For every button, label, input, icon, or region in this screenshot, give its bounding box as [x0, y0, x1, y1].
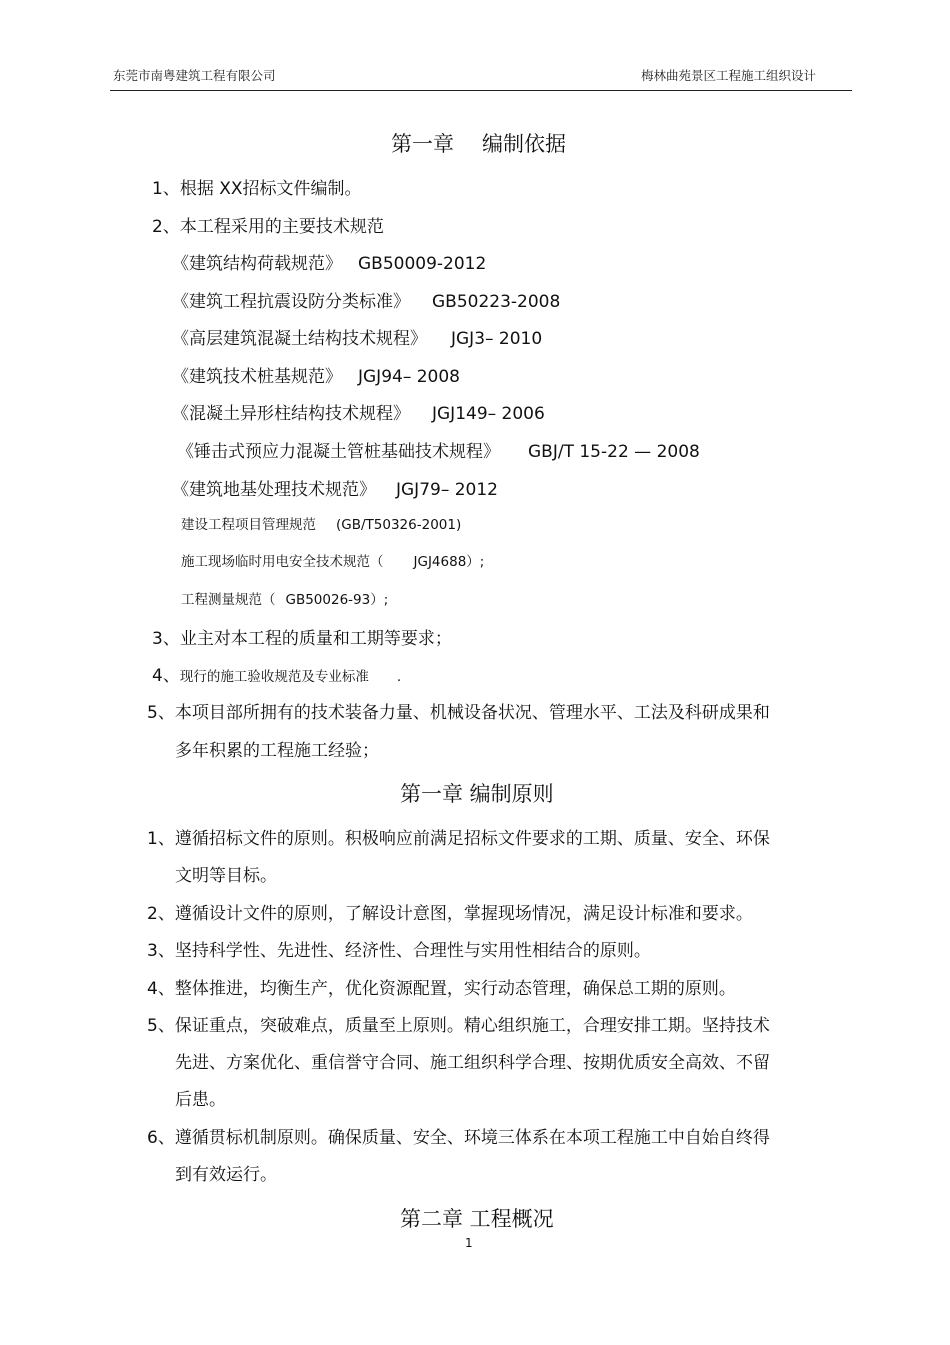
- basis-item-2: 2、本工程采用的主要技术规范: [152, 217, 384, 237]
- header-document-title: 梅林曲苑景区工程施工组织设计: [641, 68, 817, 83]
- spec-name: 《建筑地基处理技术规范》: [172, 480, 376, 500]
- spec-code: GB50223-2008: [432, 292, 561, 312]
- item-tail: .: [396, 669, 402, 685]
- spec-code: GB50026-93）;: [285, 592, 389, 608]
- spec-row: [177, 437, 700, 462]
- spec-row-small: [181, 588, 388, 608]
- spec-name: 施工现场临时用电安全技术规范（: [181, 554, 384, 570]
- spec-name: 《建筑工程抗震设防分类标准》: [172, 292, 410, 312]
- page-number: 1: [465, 1236, 473, 1250]
- spec-code: GBJ/T 15-22 — 2008: [528, 442, 700, 462]
- spec-name: 《建筑结构荷载规范》: [172, 254, 342, 274]
- spec-name: 《建筑技术桩基规范》: [172, 367, 342, 387]
- principle-2: 2、遵循设计文件的原则，了解设计意图，掌握现场情况，满足设计标准和要求。: [147, 904, 753, 924]
- spec-code: GB50009-2012: [358, 254, 487, 274]
- spec-row: [172, 287, 560, 312]
- spec-code: JGJ94– 2008: [358, 367, 460, 387]
- principle-4: 4、整体推进，均衡生产，优化资源配置，实行动态管理，确保总工期的原则。: [147, 979, 736, 999]
- principle-6-line1: 6、遵循贯标机制原则。确保质量、安全、环境三体系在本项工程施工中自始自终得: [147, 1128, 770, 1148]
- spec-row: [172, 324, 542, 349]
- spec-code: JGJ4688）;: [413, 554, 485, 570]
- spec-row: [172, 362, 460, 387]
- header-rule: [110, 90, 852, 91]
- principle-6-line2: 到有效运行。: [175, 1165, 277, 1185]
- spec-code: (GB/T50326-2001): [336, 517, 462, 533]
- principle-3: 3、坚持科学性、先进性、经济性、合理性与实用性相结合的原则。: [147, 941, 651, 961]
- principle-1-line2: 文明等目标。: [175, 866, 277, 886]
- principle-5-line2: 先进、方案优化、重信誉守合同、施工组织科学合理、按期优质安全高效、不留: [175, 1053, 770, 1073]
- principle-1-line1: 1、遵循招标文件的原则。积极响应前满足招标文件要求的工期、质量、安全、环保: [147, 829, 770, 849]
- spec-row: [172, 399, 545, 424]
- principle-5-line1: 5、保证重点，突破难点，质量至上原则。精心组织施工，合理安排工期。坚持技术: [147, 1016, 770, 1036]
- basis-item-5-line1: 5、本项目部所拥有的技术装备力量、机械设备状况、管理水平、工法及科研成果和: [147, 703, 770, 723]
- spec-row: [172, 249, 486, 274]
- basis-item-4: [152, 661, 401, 686]
- basis-item-3: 3、业主对本工程的质量和工期等要求；: [152, 629, 452, 649]
- header-company: 东莞市南粤建筑工程有限公司: [113, 68, 276, 83]
- spec-row-small: [181, 550, 484, 570]
- spec-name: 《混凝土异形柱结构技术规程》: [172, 404, 410, 424]
- spec-row: [172, 475, 498, 500]
- spec-name: 《锤击式预应力混凝土管桩基础技术规程》: [177, 442, 500, 462]
- item-number: 4、: [152, 666, 180, 686]
- chapter-number: 第一章: [391, 132, 454, 156]
- item-text: 现行的施工验收规范及专业标准: [179, 669, 369, 685]
- chapter-title-principles: 第一章 编制原则: [400, 782, 554, 806]
- spec-code: JGJ3– 2010: [451, 329, 543, 349]
- chapter-title-overview: 第二章 工程概况: [400, 1207, 554, 1231]
- spec-code: JGJ149– 2006: [432, 404, 545, 424]
- basis-item-5-line2: 多年积累的工程施工经验；: [175, 741, 379, 761]
- spec-name: 《高层建筑混凝土结构技术规程》: [172, 329, 427, 349]
- spec-row-small: [181, 513, 461, 533]
- spec-name: 建设工程项目管理规范: [181, 517, 316, 533]
- principle-5-line3: 后患。: [175, 1090, 226, 1110]
- chapter-title-basis: [391, 128, 566, 158]
- basis-item-1: 1、根据 XX招标文件编制。: [152, 179, 362, 199]
- spec-name: 工程测量规范（: [181, 592, 276, 608]
- spec-code: JGJ79– 2012: [396, 480, 498, 500]
- chapter-name: 编制依据: [482, 132, 566, 156]
